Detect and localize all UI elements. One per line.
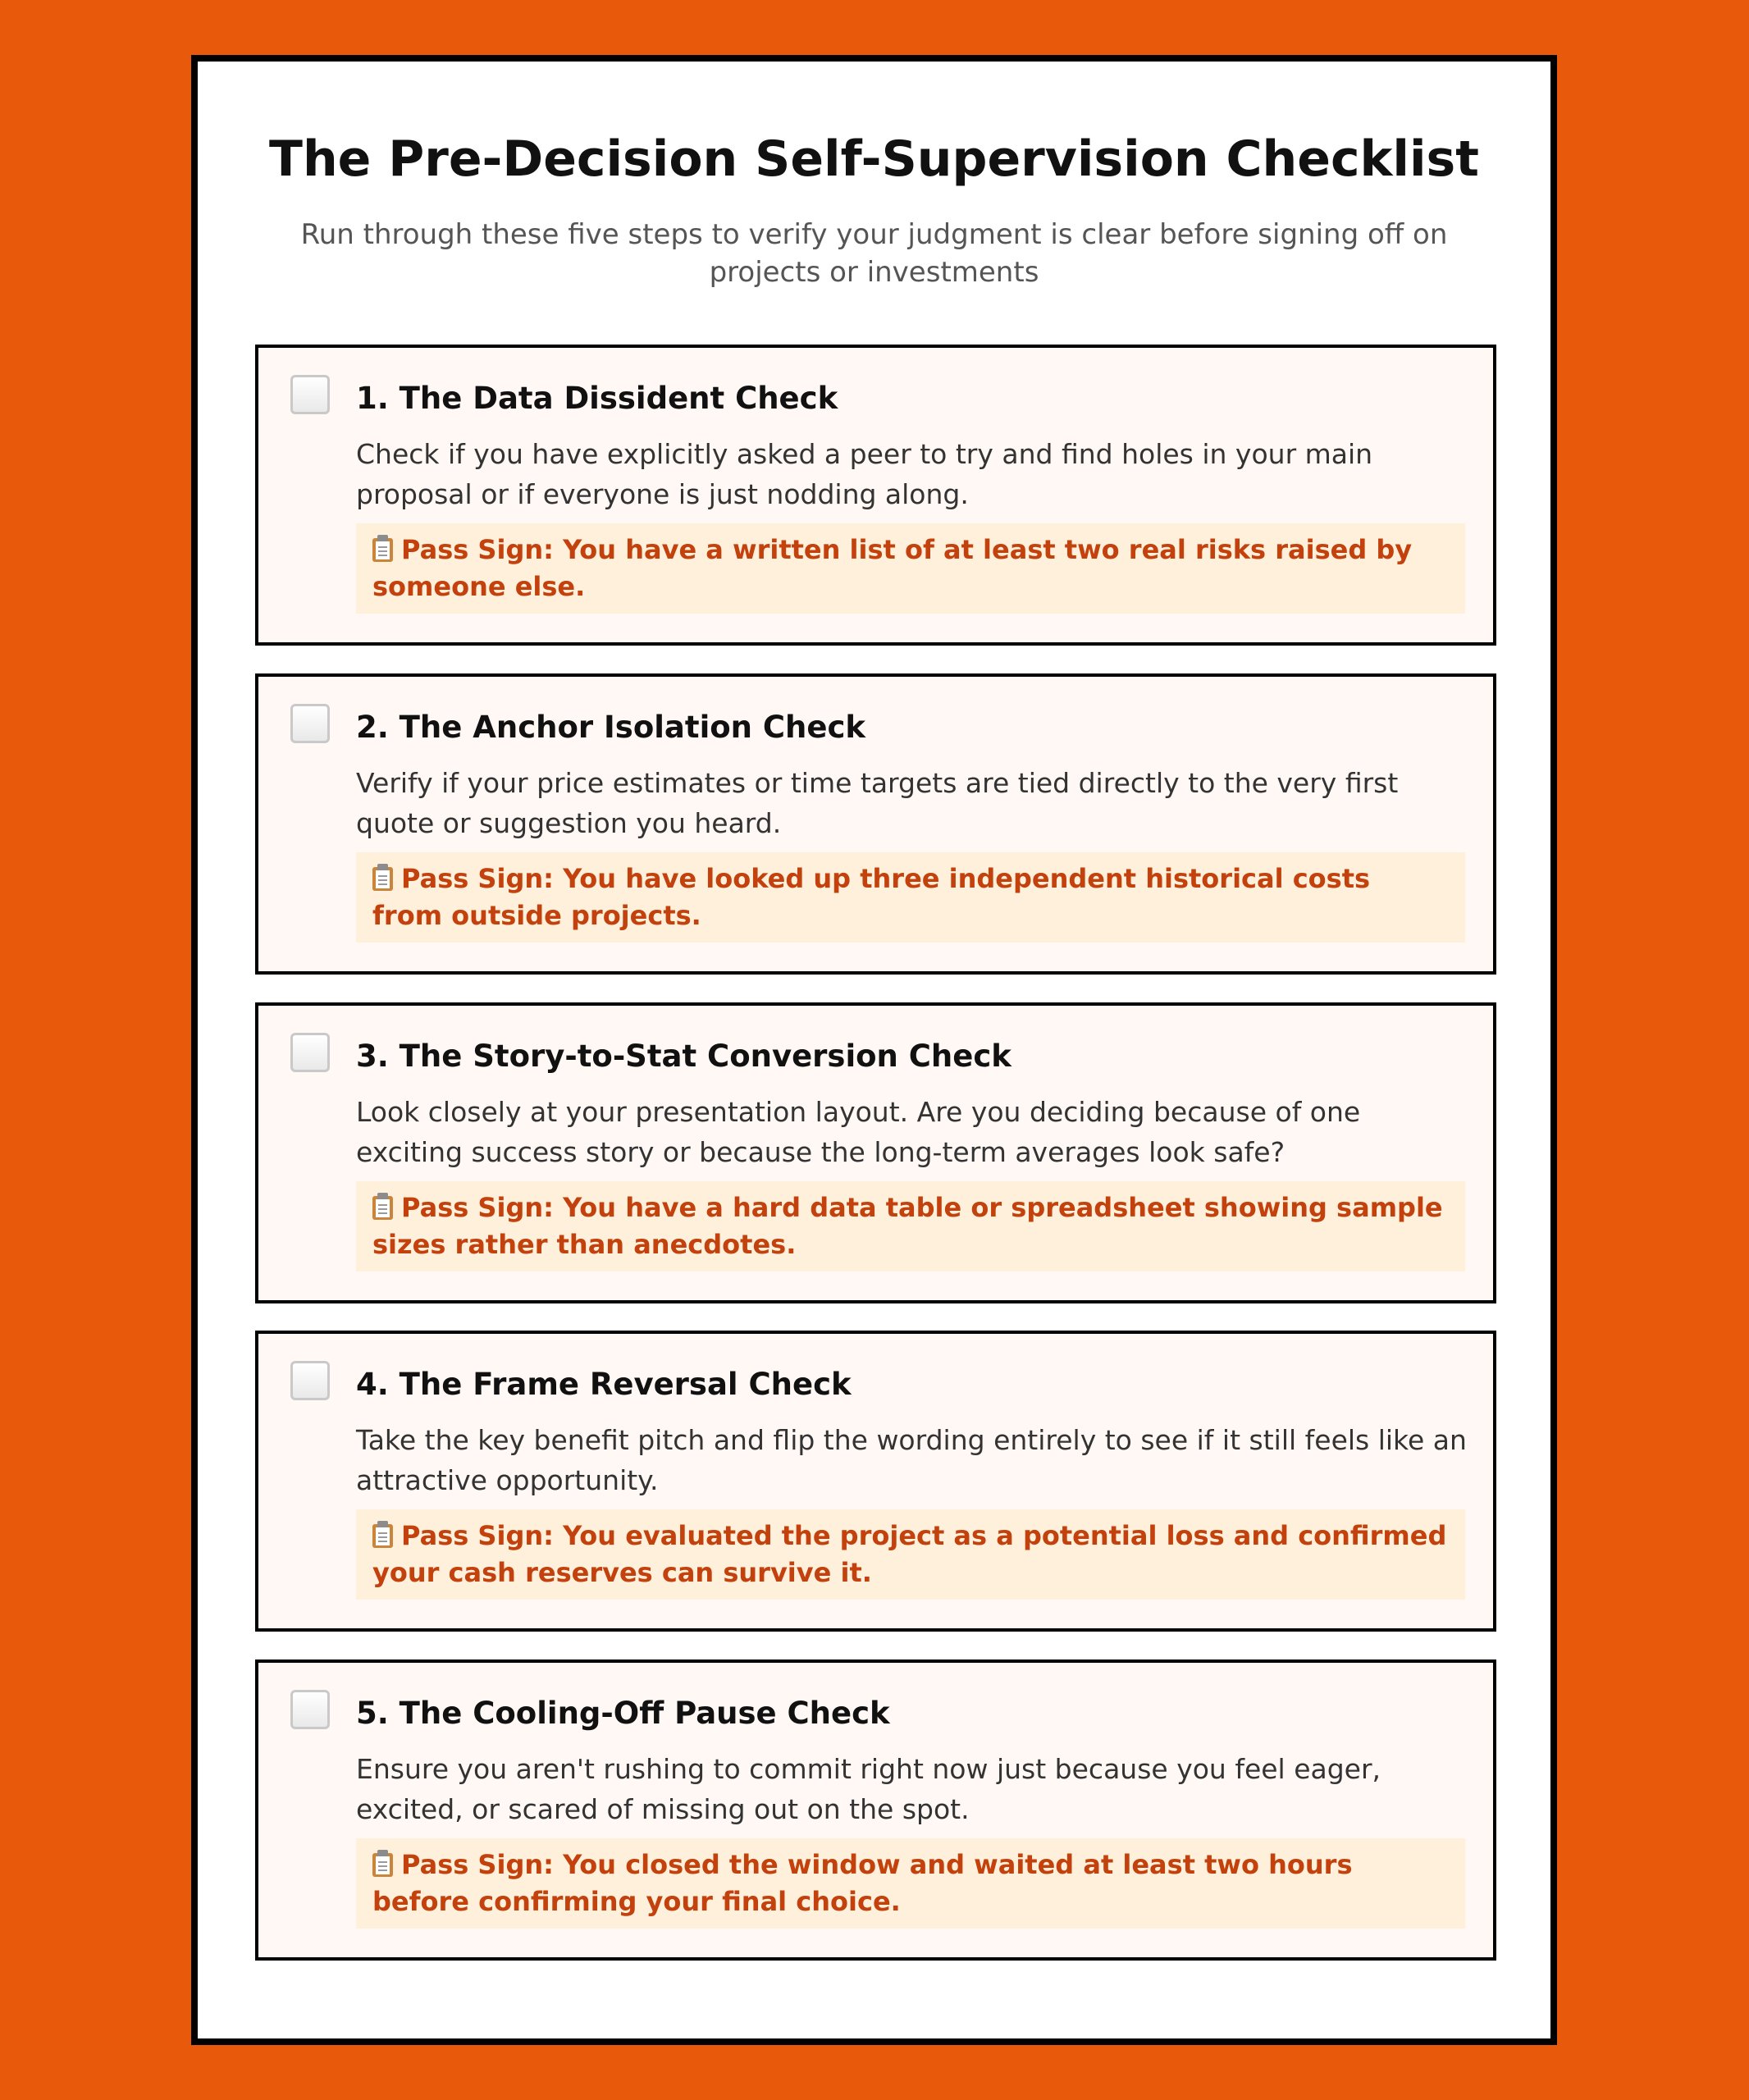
item-description: Verify if your price estimates or time targets are tied directly to the very first quote or suggestion you heard. [356, 767, 1399, 839]
item-description: Take the key benefit pitch and flip the wording entirely to see if it still feels like an attractive opportunity. [356, 1424, 1467, 1496]
checklist-item-1 [255, 345, 1496, 646]
checkbox-icon[interactable] [290, 1033, 330, 1072]
pass-sign-text: Pass Sign: You have looked up three independent historical costs from outside projects. [372, 863, 1371, 931]
pass-sign-box [356, 1181, 1465, 1271]
pass-sign-box [356, 1838, 1465, 1929]
item-title: 1. The Data Dissident Check [356, 381, 838, 416]
pass-sign-text: Pass Sign: You have a hard data table or spreadsheet showing sample sizes rather than anecdotes. [372, 1192, 1443, 1260]
pass-sign-box [356, 1509, 1465, 1600]
pass-sign-text: Pass Sign: You have a written list of at least two real risks raised by someone else. [372, 534, 1413, 602]
item-title: 5. The Cooling-Off Pause Check [356, 1696, 890, 1731]
clipboard-icon [372, 1521, 393, 1548]
clipboard-icon [372, 535, 393, 562]
page-subtitle: Run through these five steps to verify your judgment is clear before signing off on projects or investments [300, 218, 1448, 289]
clipboard-icon [372, 864, 393, 891]
pass-sign-box [356, 852, 1465, 943]
checklist-item-5 [255, 1659, 1496, 1961]
clipboard-icon [372, 1193, 393, 1220]
checklist-item-2 [255, 673, 1496, 975]
item-description: Look closely at your presentation layout. Are you deciding because of one exciting success story or because the long-term averages look safe? [356, 1096, 1361, 1168]
page-title: The Pre-Decision Self-Supervision Checklist [269, 130, 1479, 188]
checklist-item-4 [255, 1331, 1496, 1632]
item-description: Check if you have explicitly asked a peer to try and find holes in your main proposal or if everyone is just nodding along. [356, 438, 1373, 510]
checklist-item-3 [255, 1002, 1496, 1303]
pass-sign-text: Pass Sign: You evaluated the project as a potential loss and confirmed your cash reserves can survive it. [372, 1520, 1447, 1588]
checkbox-icon[interactable] [290, 1690, 330, 1729]
checkbox-icon[interactable] [290, 704, 330, 743]
clipboard-icon [372, 1850, 393, 1877]
checkbox-icon[interactable] [290, 375, 330, 414]
pass-sign-box [356, 523, 1465, 614]
item-title: 3. The Story-to-Stat Conversion Check [356, 1039, 1011, 1074]
checkbox-icon[interactable] [290, 1361, 330, 1400]
item-description: Ensure you aren't rushing to commit right now just because you feel eager, excited, or scared of missing out on the spot. [356, 1753, 1381, 1825]
checklist-panel [191, 55, 1557, 2045]
pass-sign-text: Pass Sign: You closed the window and waited at least two hours before confirming your final choice. [372, 1849, 1353, 1917]
item-title: 4. The Frame Reversal Check [356, 1367, 852, 1402]
item-title: 2. The Anchor Isolation Check [356, 710, 866, 745]
